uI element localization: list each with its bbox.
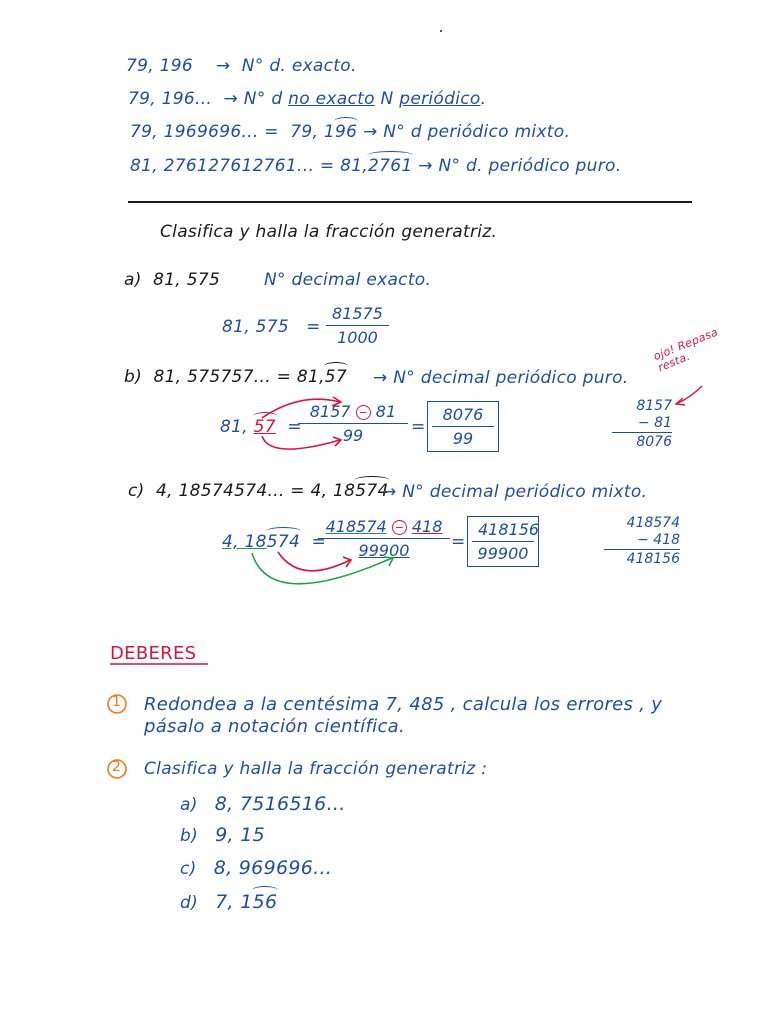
arrow-icon: → bbox=[215, 56, 231, 76]
exercise-label: a) bbox=[124, 270, 142, 290]
exercise-b-desc: → N° decimal periódico puro. bbox=[373, 368, 629, 388]
classification: N° d. exacto. bbox=[241, 56, 357, 76]
denominator: 99900 bbox=[477, 544, 529, 563]
exercise-a-desc: N° decimal exacto. bbox=[264, 270, 432, 290]
task-1-line-2: pásalo a notación científica. bbox=[144, 716, 406, 737]
difference: 418156 bbox=[604, 549, 680, 568]
classification: N° d periódico mixto. bbox=[383, 122, 571, 142]
numerator: 418156 bbox=[472, 520, 534, 542]
item-value: 9, 15 bbox=[215, 824, 266, 846]
subtrahend: − 81 bbox=[638, 415, 672, 431]
exercise-label: c) bbox=[128, 481, 145, 501]
arrow-b-up bbox=[262, 399, 340, 418]
period-mark: . bbox=[480, 89, 487, 109]
homework-item-a bbox=[180, 793, 346, 815]
minus-circle-icon: − bbox=[356, 405, 371, 420]
arrow-c-green bbox=[252, 553, 392, 584]
numerator-part: 8157 bbox=[309, 402, 351, 421]
section-heading: Clasifica y halla la fracción generatriz. bbox=[160, 222, 498, 242]
period-arc: 574 bbox=[266, 532, 301, 552]
item-label: a) bbox=[180, 795, 198, 815]
period-arc: 57 bbox=[253, 417, 276, 437]
period-arc: 574 bbox=[355, 481, 389, 501]
period-arc: 96 bbox=[335, 122, 358, 142]
denominator: 1000 bbox=[337, 328, 378, 347]
homework-item-d bbox=[180, 891, 277, 913]
period-arc: 56 bbox=[252, 891, 278, 913]
classification-underlined: periódico bbox=[399, 89, 481, 109]
number: 81, 276127612761... = bbox=[130, 156, 335, 176]
number-notation: 79, 1 bbox=[290, 122, 335, 142]
homework-item-b bbox=[180, 824, 265, 846]
denominator: 99900 bbox=[358, 541, 410, 560]
classification: N° d. periódico puro. bbox=[438, 156, 622, 176]
numerator-part: 418574 bbox=[325, 517, 387, 536]
homework-item-c bbox=[180, 857, 332, 879]
equals-sign: = bbox=[306, 317, 321, 337]
number: 79, 1969696... = bbox=[130, 122, 279, 142]
number: 4, 18 bbox=[222, 532, 267, 552]
equals-sign: = bbox=[451, 532, 466, 552]
connector: N bbox=[380, 89, 394, 109]
denominator: 99 bbox=[452, 429, 474, 448]
arrow-b-down bbox=[262, 436, 340, 449]
minuend: 8157 bbox=[636, 398, 672, 414]
exercise-c-desc: → N° decimal periódico mixto. bbox=[382, 482, 648, 502]
denominator: 99 bbox=[342, 426, 364, 445]
numerator: 81575 bbox=[326, 304, 389, 326]
teacher-note: ojo! Repasa resta. bbox=[651, 325, 720, 375]
classification-underlined: no exacto bbox=[288, 89, 375, 109]
number: 79, 196 bbox=[126, 56, 193, 76]
equals-sign: = bbox=[411, 417, 426, 437]
subtrahend: − 418 bbox=[637, 532, 680, 548]
number: 81, bbox=[220, 417, 248, 437]
numerator-part: 418 bbox=[411, 517, 443, 536]
numerator: 8076 bbox=[432, 405, 494, 427]
number: 79, 196... bbox=[128, 89, 213, 109]
number: 81, 575 bbox=[222, 317, 289, 337]
number-notation: 81, bbox=[340, 156, 369, 176]
difference: 8076 bbox=[612, 432, 672, 451]
task-number-1: 1 bbox=[112, 694, 122, 710]
arrow-icon: → bbox=[418, 156, 433, 176]
numerator-part: 81 bbox=[375, 402, 397, 421]
arrow-c-red bbox=[278, 552, 350, 571]
item-label: c) bbox=[180, 859, 197, 879]
deberes-title: DEBERES bbox=[110, 643, 197, 664]
number: 81, 575757... = 81, bbox=[153, 367, 325, 387]
arrow-icon: → bbox=[223, 89, 239, 109]
number: 4, 18574574... = 4, 18 bbox=[156, 481, 356, 501]
item-value: 8, 969696... bbox=[213, 857, 333, 879]
number: 81, 575 bbox=[153, 270, 221, 290]
item-value: 7, 1 bbox=[215, 891, 253, 913]
minuend: 418574 bbox=[626, 515, 680, 531]
period-arc: 2761 bbox=[368, 156, 413, 176]
task-1-line-1: Redondea a la centésima 7, 485 , calcula los errores , y bbox=[144, 694, 663, 715]
equals-sign: = bbox=[287, 417, 302, 437]
period-arc: 57 bbox=[324, 367, 348, 387]
item-label: d) bbox=[180, 893, 199, 913]
arrow-icon: → bbox=[362, 122, 378, 142]
item-label: b) bbox=[180, 826, 199, 846]
item-value: 8, 7516516... bbox=[214, 793, 346, 815]
task-number-2: 2 bbox=[112, 759, 122, 775]
equals-sign: = bbox=[311, 532, 327, 552]
minus-circle-icon: − bbox=[392, 520, 407, 535]
exercise-label: b) bbox=[124, 367, 143, 387]
task-2-text: Clasifica y halla la fracción generatriz : bbox=[144, 759, 488, 779]
classification: N° d bbox=[243, 89, 283, 109]
